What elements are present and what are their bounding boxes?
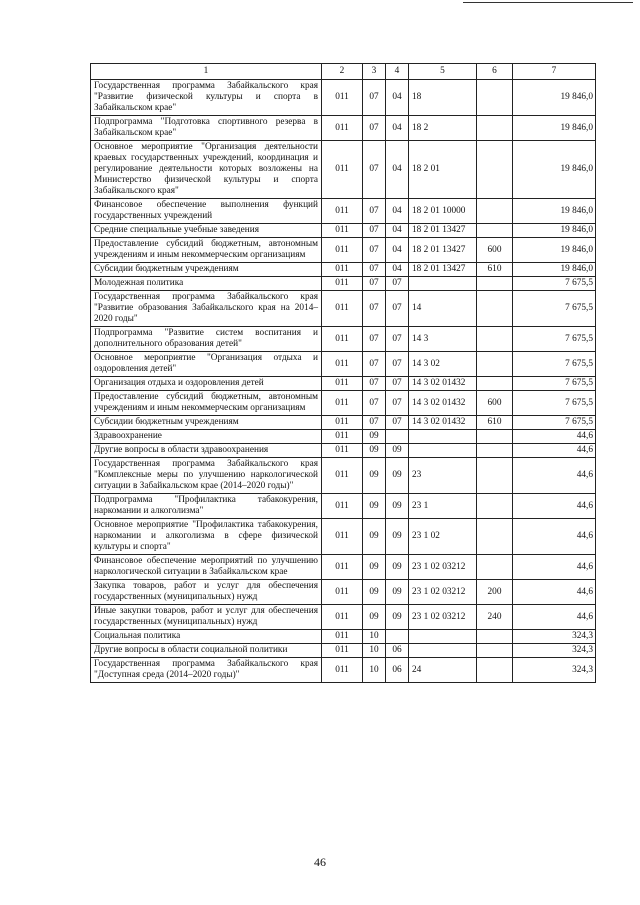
target-article: 23 1 02 03212: [409, 580, 477, 605]
subsection-code: 04: [386, 263, 409, 277]
expense-type: [477, 519, 513, 555]
amount: 7 675,5: [513, 352, 596, 377]
section-code: 09: [363, 580, 386, 605]
ministry-code: 011: [322, 116, 363, 141]
target-article: 14 3 02: [409, 352, 477, 377]
row-name: Государственная программа Забайкальского края "Развитие физической культуры и спорта в Забайкальском крае": [91, 80, 322, 116]
subsection-code: 07: [386, 391, 409, 416]
ministry-code: 011: [322, 352, 363, 377]
subsection-code: 09: [386, 580, 409, 605]
subsection-code: 04: [386, 80, 409, 116]
row-name: Социальная политика: [91, 630, 322, 644]
header-cell: 4: [386, 64, 409, 80]
amount: 7 675,5: [513, 391, 596, 416]
ministry-code: 011: [322, 416, 363, 430]
section-code: 07: [363, 277, 386, 291]
ministry-code: 011: [322, 224, 363, 238]
table-row: [91, 116, 596, 141]
subsection-code: 04: [386, 116, 409, 141]
expense-type: 240: [477, 605, 513, 630]
target-article: 23 1 02 03212: [409, 555, 477, 580]
row-name: Предоставление субсидий бюджетным, автономным учреждениям и иным некоммерческим организациям: [91, 238, 322, 263]
target-article: [409, 444, 477, 458]
table-row: [91, 430, 596, 444]
table-row: [91, 224, 596, 238]
subsection-code: 06: [386, 658, 409, 683]
ministry-code: 011: [322, 430, 363, 444]
ministry-code: 011: [322, 580, 363, 605]
target-article: 14 3 02 01432: [409, 377, 477, 391]
subsection-code: 09: [386, 605, 409, 630]
amount: 44,6: [513, 430, 596, 444]
table-row: [91, 377, 596, 391]
target-article: 18 2 01: [409, 141, 477, 199]
amount: 324,3: [513, 658, 596, 683]
table-row: [91, 141, 596, 199]
table-row: [91, 555, 596, 580]
table-row: [91, 238, 596, 263]
subsection-code: 06: [386, 644, 409, 658]
table-row: [91, 291, 596, 327]
section-code: 07: [363, 116, 386, 141]
ministry-code: 011: [322, 263, 363, 277]
ministry-code: 011: [322, 199, 363, 224]
target-article: 18: [409, 80, 477, 116]
target-article: 14 3 02 01432: [409, 391, 477, 416]
amount: 19 846,0: [513, 80, 596, 116]
subsection-code: [386, 430, 409, 444]
section-code: 07: [363, 327, 386, 352]
target-article: 18 2 01 13427: [409, 263, 477, 277]
target-article: [409, 630, 477, 644]
table-row: [91, 199, 596, 224]
section-code: 07: [363, 80, 386, 116]
section-code: 07: [363, 291, 386, 327]
table-row: [91, 327, 596, 352]
amount: 19 846,0: [513, 263, 596, 277]
header-cell: 1: [91, 64, 322, 80]
budget-table: [90, 63, 596, 683]
ministry-code: 011: [322, 80, 363, 116]
subsection-code: 07: [386, 277, 409, 291]
ministry-code: 011: [322, 444, 363, 458]
amount: 19 846,0: [513, 116, 596, 141]
table-row: [91, 391, 596, 416]
section-code: 10: [363, 644, 386, 658]
target-article: 23 1: [409, 494, 477, 519]
row-name: Государственная программа Забайкальского края "Доступная среда (2014–2020 годы)": [91, 658, 322, 683]
target-article: 14: [409, 291, 477, 327]
row-name: Иные закупки товаров, работ и услуг для обеспечения государственных (муниципальных) нужд: [91, 605, 322, 630]
target-article: [409, 644, 477, 658]
section-code: 07: [363, 416, 386, 430]
subsection-code: 04: [386, 224, 409, 238]
ministry-code: 011: [322, 555, 363, 580]
subsection-code: 07: [386, 327, 409, 352]
section-code: 10: [363, 630, 386, 644]
amount: 7 675,5: [513, 377, 596, 391]
subsection-code: 09: [386, 444, 409, 458]
expense-type: 600: [477, 391, 513, 416]
expense-type: [477, 458, 513, 494]
expense-type: [477, 80, 513, 116]
subsection-code: 07: [386, 291, 409, 327]
section-code: 09: [363, 444, 386, 458]
expense-type: [477, 555, 513, 580]
expense-type: [477, 141, 513, 199]
expense-type: [477, 327, 513, 352]
expense-type: [477, 277, 513, 291]
table-row: [91, 458, 596, 494]
row-name: Организация отдыха и оздоровления детей: [91, 377, 322, 391]
expense-type: [477, 291, 513, 327]
row-name: Субсидии бюджетным учреждениям: [91, 263, 322, 277]
amount: 44,6: [513, 494, 596, 519]
row-name: Основное мероприятие "Организация деятельности краевых государственных учреждений, координация и регулирование деятельности которых возложены на Министерство физической культуры и спорта Забайкальского края": [91, 141, 322, 199]
section-code: 09: [363, 430, 386, 444]
section-code: 07: [363, 199, 386, 224]
ministry-code: 011: [322, 458, 363, 494]
subsection-code: 04: [386, 199, 409, 224]
subsection-code: 09: [386, 458, 409, 494]
target-article: 18 2 01 13427: [409, 238, 477, 263]
expense-type: [477, 199, 513, 224]
amount: 7 675,5: [513, 277, 596, 291]
table-row: [91, 630, 596, 644]
section-code: 09: [363, 519, 386, 555]
table-row: [91, 494, 596, 519]
row-name: Здравоохранение: [91, 430, 322, 444]
section-code: 09: [363, 458, 386, 494]
amount: 19 846,0: [513, 199, 596, 224]
row-name: Другие вопросы в области здравоохранения: [91, 444, 322, 458]
ministry-code: 011: [322, 391, 363, 416]
amount: 7 675,5: [513, 291, 596, 327]
top-rule: [463, 2, 633, 3]
section-code: 07: [363, 238, 386, 263]
target-article: 18 2: [409, 116, 477, 141]
amount: 44,6: [513, 605, 596, 630]
ministry-code: 011: [322, 291, 363, 327]
expense-type: [477, 377, 513, 391]
row-name: Финансовое обеспечение мероприятий по улучшению наркологической ситуации в Забайкальском крае: [91, 555, 322, 580]
ministry-code: 011: [322, 605, 363, 630]
table-row: [91, 263, 596, 277]
section-code: 07: [363, 263, 386, 277]
row-name: Другие вопросы в области социальной политики: [91, 644, 322, 658]
table-row: [91, 352, 596, 377]
ministry-code: 011: [322, 377, 363, 391]
table-row: [91, 444, 596, 458]
expense-type: [477, 630, 513, 644]
row-name: Основное мероприятие "Организация отдыха и оздоровления детей": [91, 352, 322, 377]
section-code: 07: [363, 141, 386, 199]
header-cell: 2: [322, 64, 363, 80]
section-code: 10: [363, 658, 386, 683]
target-article: 18 2 01 10000: [409, 199, 477, 224]
row-name: Закупка товаров, работ и услуг для обеспечения государственных (муниципальных) нужд: [91, 580, 322, 605]
ministry-code: 011: [322, 238, 363, 263]
target-article: 14 3 02 01432: [409, 416, 477, 430]
row-name: Государственная программа Забайкальского края "Комплексные меры по улучшению наркологической ситуации в Забайкальском крае (2014–2020 годы)": [91, 458, 322, 494]
amount: 7 675,5: [513, 416, 596, 430]
target-article: 23 1 02: [409, 519, 477, 555]
ministry-code: 011: [322, 327, 363, 352]
amount: 44,6: [513, 555, 596, 580]
table-row: [91, 658, 596, 683]
target-article: 23: [409, 458, 477, 494]
expense-type: [477, 224, 513, 238]
header-cell: 6: [477, 64, 513, 80]
target-article: 18 2 01 13427: [409, 224, 477, 238]
target-article: [409, 430, 477, 444]
subsection-code: 07: [386, 352, 409, 377]
target-article: 14 3: [409, 327, 477, 352]
header-cell: 5: [409, 64, 477, 80]
subsection-code: [386, 630, 409, 644]
expense-type: [477, 116, 513, 141]
row-name: Подпрограмма "Подготовка спортивного резерва в Забайкальском крае": [91, 116, 322, 141]
amount: 44,6: [513, 444, 596, 458]
section-code: 09: [363, 605, 386, 630]
table-row: [91, 519, 596, 555]
expense-type: [477, 644, 513, 658]
section-code: 07: [363, 224, 386, 238]
subsection-code: 04: [386, 238, 409, 263]
subsection-code: 04: [386, 141, 409, 199]
expense-type: [477, 430, 513, 444]
ministry-code: 011: [322, 141, 363, 199]
row-name: Предоставление субсидий бюджетным, автономным учреждениям и иным некоммерческим организациям: [91, 391, 322, 416]
amount: 324,3: [513, 644, 596, 658]
row-name: Молодежная политика: [91, 277, 322, 291]
table-row: [91, 80, 596, 116]
row-name: Субсидии бюджетным учреждениям: [91, 416, 322, 430]
expense-type: 200: [477, 580, 513, 605]
header-cell: 7: [513, 64, 596, 80]
header-cell: 3: [363, 64, 386, 80]
amount: 44,6: [513, 519, 596, 555]
section-code: 07: [363, 377, 386, 391]
table-header-row: [91, 64, 596, 80]
subsection-code: 09: [386, 494, 409, 519]
expense-type: [477, 352, 513, 377]
amount: 324,3: [513, 630, 596, 644]
subsection-code: 07: [386, 377, 409, 391]
page-number: 46: [314, 855, 326, 869]
expense-type: [477, 658, 513, 683]
ministry-code: 011: [322, 644, 363, 658]
amount: 44,6: [513, 580, 596, 605]
ministry-code: 011: [322, 277, 363, 291]
row-name: Государственная программа Забайкальского края "Развитие образования Забайкальского края на 2014–2020 годы": [91, 291, 322, 327]
table-row: [91, 605, 596, 630]
expense-type: [477, 444, 513, 458]
row-name: Средние специальные учебные заведения: [91, 224, 322, 238]
ministry-code: 011: [322, 630, 363, 644]
expense-type: 610: [477, 416, 513, 430]
section-code: 09: [363, 555, 386, 580]
target-article: 24: [409, 658, 477, 683]
section-code: 07: [363, 391, 386, 416]
ministry-code: 011: [322, 494, 363, 519]
expense-type: 610: [477, 263, 513, 277]
table-row: [91, 580, 596, 605]
amount: 44,6: [513, 458, 596, 494]
table-row: [91, 277, 596, 291]
row-name: Подпрограмма "Профилактика табакокурения, наркомании и алкоголизма": [91, 494, 322, 519]
subsection-code: 09: [386, 519, 409, 555]
amount: 19 846,0: [513, 224, 596, 238]
expense-type: 600: [477, 238, 513, 263]
ministry-code: 011: [322, 658, 363, 683]
subsection-code: 07: [386, 416, 409, 430]
amount: 7 675,5: [513, 327, 596, 352]
row-name: Финансовое обеспечение выполнения функций государственных учреждений: [91, 199, 322, 224]
amount: 19 846,0: [513, 238, 596, 263]
section-code: 09: [363, 494, 386, 519]
target-article: 23 1 02 03212: [409, 605, 477, 630]
row-name: Подпрограмма "Развитие систем воспитания и дополнительного образования детей": [91, 327, 322, 352]
subsection-code: 09: [386, 555, 409, 580]
table-row: [91, 644, 596, 658]
table-row: [91, 416, 596, 430]
amount: 19 846,0: [513, 141, 596, 199]
expense-type: [477, 494, 513, 519]
section-code: 07: [363, 352, 386, 377]
row-name: Основное мероприятие "Профилактика табакокурения, наркомании и алкоголизма в сфере физической культуры и спорта": [91, 519, 322, 555]
ministry-code: 011: [322, 519, 363, 555]
target-article: [409, 277, 477, 291]
